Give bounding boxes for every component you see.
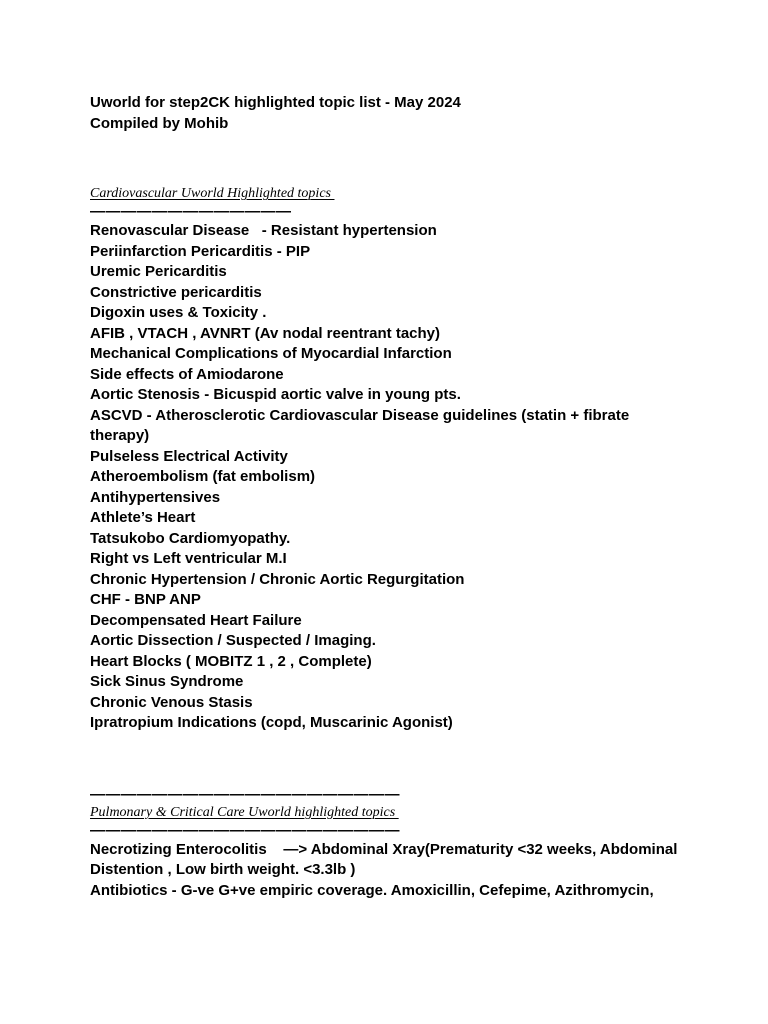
document-title: Uworld for step2CK highlighted topic list - May 2024 <box>90 94 461 111</box>
topic-item: Digoxin uses & Toxicity . <box>90 304 267 321</box>
topic-item: Antihypertensives <box>90 488 221 506</box>
topic-item: Side effects of Amiodarone <box>90 365 284 383</box>
topic-item: Pulseless Electrical Activity <box>90 447 288 465</box>
spacer <box>90 734 690 786</box>
topic-item: Aortic Dissection / Suspected / Imaging. <box>90 632 376 649</box>
topic-item: Decompensated Heart Failure <box>90 611 302 629</box>
section-divider: ———————————————————— <box>90 785 400 803</box>
topic-item: Antibiotics - G-ve G+ve empiric coverage. Amoxicillin, Cefepime, Azithromycin, <box>90 881 654 899</box>
topic-list-pulmonary <box>90 840 690 902</box>
document-page <box>90 92 690 901</box>
document-author: Compiled by Mohib <box>90 115 229 132</box>
topic-item: Periinfarction Pericarditis - PIP <box>90 242 311 260</box>
topic-item: Chronic Hypertension / Chronic Aortic Regurgitation <box>90 570 465 588</box>
topic-list-cardiovascular <box>90 221 690 734</box>
topic-item: Heart Blocks ( MOBITZ 1 , 2 , Complete) <box>90 652 372 670</box>
section-divider: ————————————— <box>90 203 292 220</box>
topic-item: ASCVD - Atherosclerotic Cardiovascular Disease guidelines (statin + fibrate therapy) <box>90 406 634 444</box>
spacer <box>90 134 690 185</box>
section-title-cardiovascular: Cardiovascular Uworld Highlighted topics <box>90 186 335 201</box>
topic-item: Atheroembolism (fat embolism) <box>90 468 316 485</box>
section-divider: ———————————————————— <box>90 821 400 839</box>
topic-item: Tatsukobo Cardiomyopathy. <box>90 529 291 547</box>
section-title-pulmonary: Pulmonary & Critical Care Uworld highlighted topics <box>90 804 399 820</box>
topic-item: Athlete’s Heart <box>90 509 196 526</box>
topic-item: AFIB , VTACH , AVNRT (Av nodal reentrant tachy) <box>90 324 441 342</box>
topic-item: Constrictive pericarditis <box>90 283 262 301</box>
topic-item: Renovascular Disease - Resistant hypertension <box>90 222 437 239</box>
topic-item: Necrotizing Enterocolitis —> Abdominal Xray(Prematurity <32 weeks, Abdominal Distention , Low birth weight. <3.3lb ) <box>90 840 682 878</box>
topic-item: CHF - BNP ANP <box>90 591 201 608</box>
topic-item: Right vs Left ventricular M.I <box>90 550 287 567</box>
topic-item: Ipratropium Indications (copd, Muscarinic Agonist) <box>90 714 453 731</box>
topic-item: Chronic Venous Stasis <box>90 693 253 711</box>
topic-item: Uremic Pericarditis <box>90 263 227 280</box>
topic-item: Mechanical Complications of Myocardial Infarction <box>90 345 452 362</box>
topic-item: Sick Sinus Syndrome <box>90 673 244 690</box>
topic-item: Aortic Stenosis - Bicuspid aortic valve in young pts. <box>90 386 461 403</box>
